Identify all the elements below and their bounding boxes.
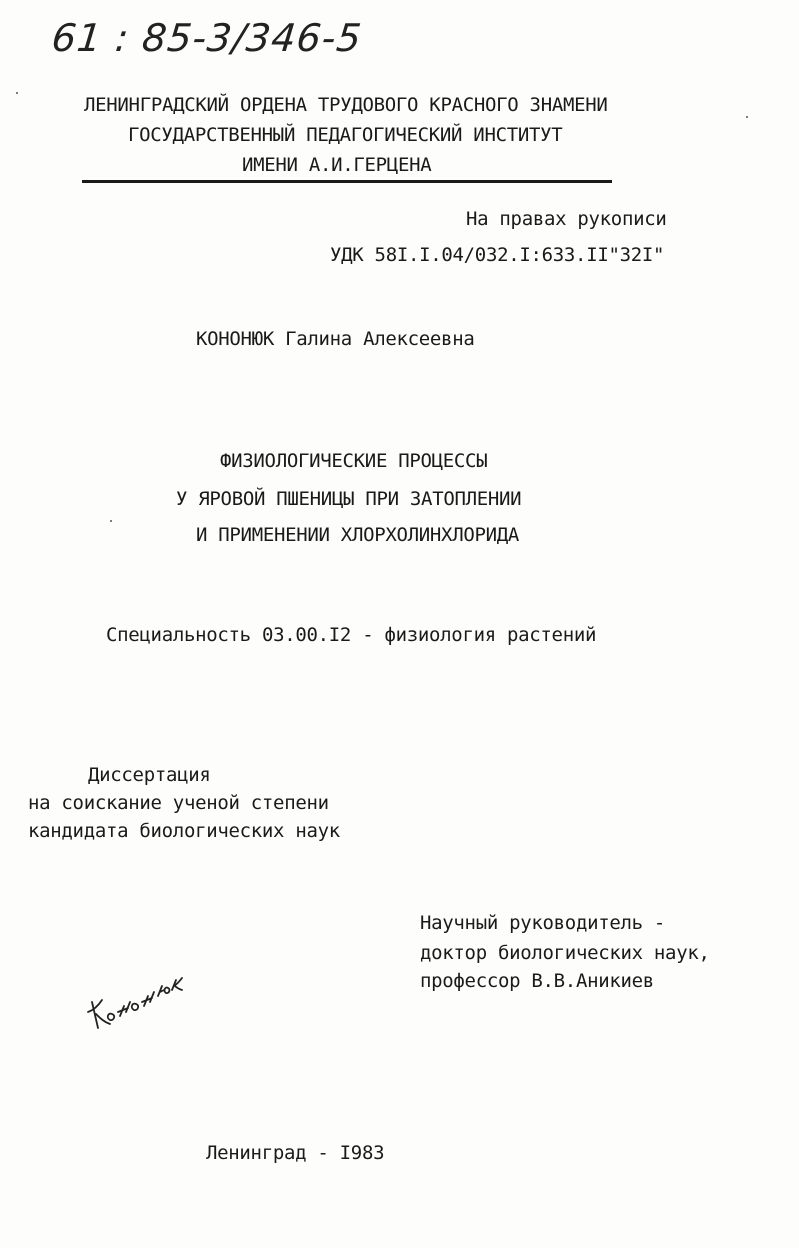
handwritten-archive-code: 61 : 85-3/346-5	[49, 16, 365, 60]
supervisor-line-1: Научный руководитель -	[420, 912, 666, 934]
place-and-year: Ленинград - I983	[206, 1142, 385, 1164]
dissertation-line-3: кандидата биологических наук	[28, 820, 340, 842]
author-signature	[82, 966, 186, 1036]
scan-speck	[110, 520, 112, 522]
scan-speck	[746, 116, 748, 118]
udc-code: УДК 58I.I.04/032.I:633.II"32I"	[330, 244, 665, 266]
title-line-1: ФИЗИОЛОГИЧЕСКИЕ ПРОЦЕССЫ	[220, 450, 488, 472]
institution-line-3: ИМЕНИ А.И.ГЕРЦЕНА	[242, 154, 432, 176]
institution-line-1: ЛЕНИНГРАДСКИЙ ОРДЕНА ТРУДОВОГО КРАСНОГО ЗНАМЕНИ	[84, 94, 608, 116]
institution-line-2: ГОСУДАРСТВЕННЫЙ ПЕДАГОГИЧЕСКИЙ ИНСТИТУТ	[128, 124, 563, 146]
scan-speck	[16, 92, 18, 94]
dissertation-line-2: на соискание ученой степени	[28, 792, 329, 814]
supervisor-line-2: доктор биологических наук,	[420, 942, 710, 964]
dissertation-line-1: Диссертация	[88, 764, 211, 786]
supervisor-line-3: профессор В.В.Аникиев	[420, 970, 654, 992]
specialty: Специальность 03.00.I2 - физиология растений	[106, 624, 597, 646]
header-divider	[82, 180, 612, 183]
title-line-3: И ПРИМЕНЕНИИ ХЛОРХОЛИНХЛОРИДА	[196, 524, 520, 546]
manuscript-rights: На правах рукописи	[466, 208, 667, 230]
author-name: КОНОНЮК Галина Алексеевна	[196, 328, 475, 350]
title-line-2: У ЯРОВОЙ ПШЕНИЦЫ ПРИ ЗАТОПЛЕНИИ	[176, 488, 522, 510]
